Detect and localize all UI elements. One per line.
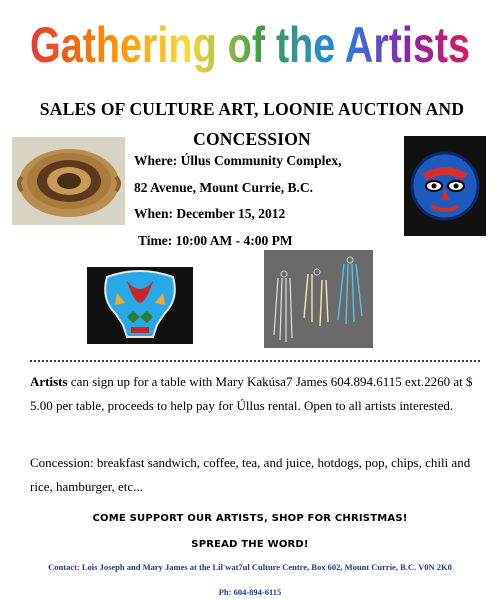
page-title: Gathering of the Artists: [30, 17, 470, 73]
painted-mask-image: [404, 136, 486, 236]
concession-paragraph: [30, 451, 484, 499]
woven-basket-image: [12, 137, 125, 225]
event-details: [134, 148, 394, 254]
beaded-medallion-image: [87, 267, 193, 344]
spread-callout: SPREAD THE WORD!: [191, 539, 309, 550]
support-callout: COME SUPPORT OUR ARTISTS, SHOP FOR CHRISTMAS!: [92, 513, 408, 524]
contact-phone: Ph: 604-894-6115: [218, 587, 282, 597]
address-line: 82 Avenue, Mount Currie, B.C.: [134, 179, 313, 195]
event-headline: SALES OF CULTURE ART, LOONIE AUCTION AND CONCESSION: [39, 99, 465, 149]
contact-line: Contact: Lois Joseph and Mary James at the Lil'wat7ul Culture Centre, Box 602, Mount Currie, B.C. V0N 2K0: [48, 562, 452, 572]
concession-text: breakfast sandwich, coffee, tea, and juice, hotdogs, pop, chips, chili and rice, hamburger, etc...: [30, 455, 471, 494]
date-line: When: December 15, 2012: [134, 206, 286, 221]
dotted-divider: [30, 360, 480, 362]
time-line: Time: 10:00 AM - 4:00 PM: [138, 232, 293, 248]
beaded-earrings-image: [264, 250, 373, 348]
artists-label: Artists: [30, 374, 68, 389]
artists-paragraph: [30, 370, 484, 418]
rainbow-title: [0, 0, 500, 95]
artists-text: can sign up for a table with Mary Kakúsa7 James 604.894.6115 ext.2260 at $ 5.00 per table, proceeds to help pay for Úllus rental. Open to all artists interested.: [30, 374, 473, 413]
concession-label: Concession:: [30, 455, 94, 470]
title-banner: [0, 0, 500, 95]
location-line: Where: Úllus Community Complex,: [134, 153, 342, 168]
